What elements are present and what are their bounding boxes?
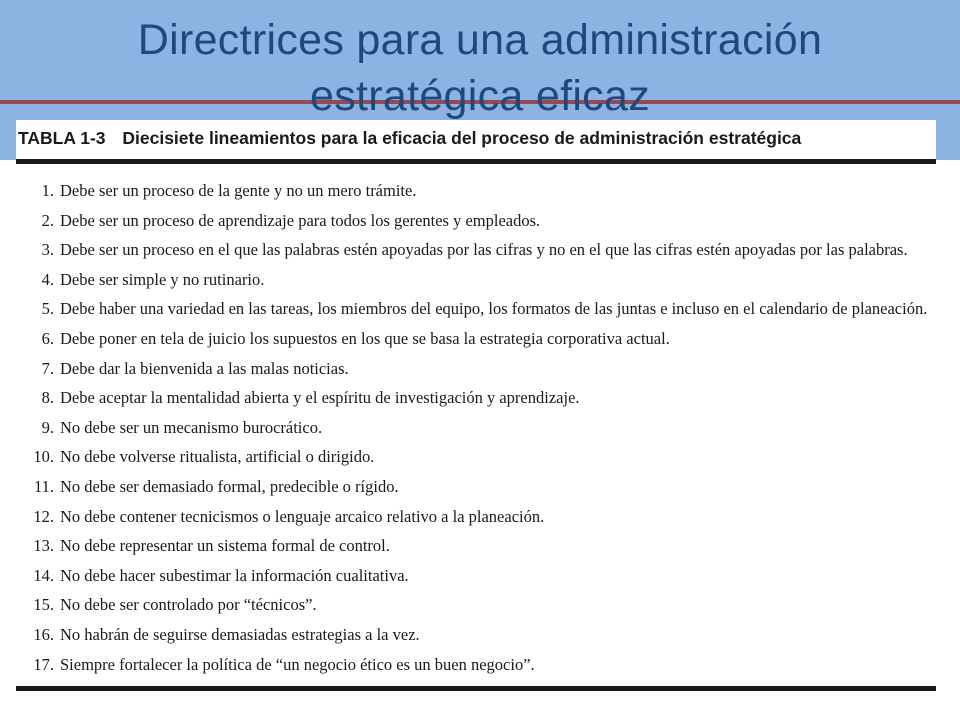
table-caption bbox=[18, 128, 801, 149]
guideline-number: 10. bbox=[33, 447, 54, 467]
guideline-item bbox=[16, 265, 936, 295]
guideline-item bbox=[16, 383, 936, 413]
guideline-text: Debe ser un proceso en el que las palabras estén apoyadas por las cifras y no en el que las cifras estén apoyadas por las palabras. bbox=[60, 240, 908, 260]
guidelines-table bbox=[16, 120, 936, 694]
guideline-text: No debe volverse ritualista, artificial o dirigido. bbox=[60, 447, 375, 467]
table-bottom-rule bbox=[16, 686, 936, 691]
guideline-text: Debe ser un proceso de la gente y no un mero trámite. bbox=[60, 181, 417, 200]
guideline-text: No debe ser un mecanismo burocrático. bbox=[60, 417, 323, 437]
guideline-number: 3. bbox=[41, 240, 54, 260]
slide-title: Directrices para una administración estratégica eficaz bbox=[137, 16, 823, 120]
guideline-number: 2. bbox=[41, 210, 54, 230]
guideline-text: Debe dar la bienvenida a las malas noticias. bbox=[60, 358, 349, 378]
guideline-number: 17. bbox=[33, 654, 54, 674]
guideline-item bbox=[16, 590, 936, 620]
guideline-text: No debe representar un sistema formal de control. bbox=[60, 536, 390, 556]
guideline-text: No habrán de seguirse demasiadas estrategias a la vez. bbox=[60, 624, 420, 644]
guideline-number: 12. bbox=[33, 506, 54, 526]
guideline-number: 6. bbox=[41, 328, 54, 348]
guidelines-list bbox=[16, 176, 936, 679]
guideline-item bbox=[16, 324, 936, 354]
guideline-item bbox=[16, 235, 936, 265]
guideline-text: Debe poner en tela de juicio los supuestos en los que se basa la estrategia corporativa actual. bbox=[60, 328, 670, 348]
table-id: TABLA 1-3 bbox=[18, 128, 106, 148]
table-top-rule bbox=[16, 159, 936, 164]
guideline-number: 13. bbox=[33, 536, 54, 556]
guideline-number: 15. bbox=[33, 595, 54, 615]
guideline-item bbox=[16, 294, 936, 324]
guideline-item bbox=[16, 650, 936, 680]
guideline-item bbox=[16, 354, 936, 384]
guideline-item bbox=[16, 531, 936, 561]
guideline-text: No debe ser controlado por “técnicos”. bbox=[60, 595, 317, 615]
guideline-item bbox=[16, 206, 936, 236]
guideline-number: 16. bbox=[33, 624, 54, 644]
table-caption-text: Diecisiete lineamientos para la eficacia del proceso de administración estratégica bbox=[122, 128, 802, 148]
guideline-text: Debe ser un proceso de aprendizaje para todos los gerentes y empleados. bbox=[60, 210, 541, 230]
guideline-number: 5. bbox=[41, 299, 54, 319]
guideline-item bbox=[16, 176, 936, 206]
guideline-item bbox=[16, 472, 936, 502]
guideline-text: Debe ser simple y no rutinario. bbox=[60, 269, 265, 289]
guideline-number: 9. bbox=[41, 417, 54, 437]
guideline-number: 1. bbox=[41, 181, 54, 200]
guideline-text: No debe contener tecnicismos o lenguaje arcaico relativo a la planeación. bbox=[60, 506, 545, 526]
guideline-item bbox=[16, 502, 936, 532]
guideline-text: Debe aceptar la mentalidad abierta y el espíritu de investigación y aprendizaje. bbox=[60, 388, 580, 408]
guideline-text: Debe haber una variedad en las tareas, los miembros del equipo, los formatos de las juntas e incluso en el calendario de planeación. bbox=[60, 299, 928, 319]
guideline-number: 11. bbox=[33, 476, 54, 496]
guideline-number: 8. bbox=[41, 388, 54, 408]
guideline-text: No debe ser demasiado formal, predecible o rígido. bbox=[60, 476, 399, 496]
guideline-number: 14. bbox=[33, 565, 54, 585]
guideline-item bbox=[16, 561, 936, 591]
guideline-item bbox=[16, 620, 936, 650]
guideline-text: Siempre fortalecer la política de “un negocio ético es un buen negocio”. bbox=[60, 654, 535, 674]
guideline-text: No debe hacer subestimar la información cualitativa. bbox=[60, 565, 409, 585]
guideline-number: 7. bbox=[41, 358, 54, 378]
guideline-number: 4. bbox=[41, 269, 54, 289]
guideline-item bbox=[16, 442, 936, 472]
guideline-item bbox=[16, 413, 936, 443]
